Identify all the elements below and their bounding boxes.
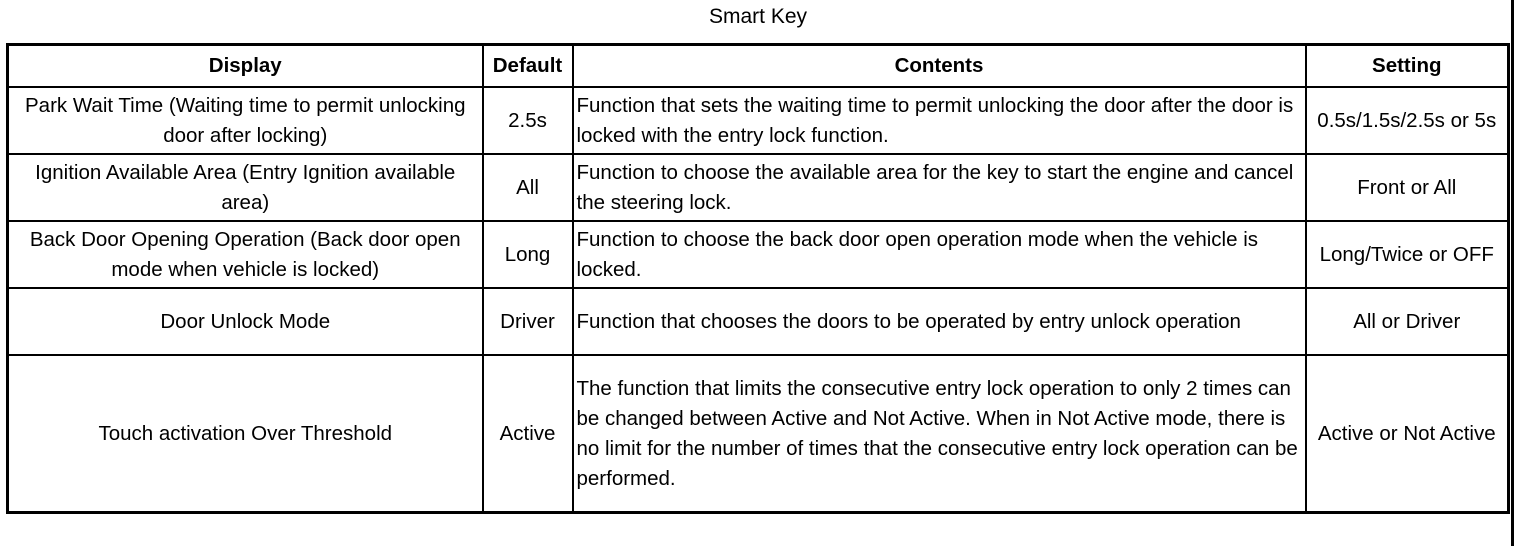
- header-contents: Contents: [573, 45, 1306, 88]
- cell-default: Driver: [483, 288, 573, 355]
- cell-default: All: [483, 154, 573, 221]
- cell-setting: Active or Not Active: [1306, 355, 1509, 513]
- cell-setting: All or Driver: [1306, 288, 1509, 355]
- page-edge-rule: [1511, 0, 1514, 546]
- cell-display: Door Unlock Mode: [8, 288, 483, 355]
- cell-display: Touch activation Over Threshold: [8, 355, 483, 513]
- table-row: [8, 154, 1509, 221]
- table-row: [8, 355, 1509, 513]
- header-default: Default: [483, 45, 573, 88]
- cell-setting: 0.5s/1.5s/2.5s or 5s: [1306, 87, 1509, 154]
- cell-default: 2.5s: [483, 87, 573, 154]
- cell-contents: The function that limits the consecutive entry lock operation to only 2 times can be changed between Active and Not Active. When in Not Active mode, there is no limit for the number of times that the consecutive entry lock operation can be performed.: [573, 355, 1306, 513]
- cell-display: Park Wait Time (Waiting time to permit unlocking door after locking): [8, 87, 483, 154]
- table-row: [8, 87, 1509, 154]
- cell-display: Ignition Available Area (Entry Ignition available area): [8, 154, 483, 221]
- table-row: [8, 288, 1509, 355]
- cell-default: Active: [483, 355, 573, 513]
- cell-setting: Front or All: [1306, 154, 1509, 221]
- header-setting: Setting: [1306, 45, 1509, 88]
- table-row: [8, 221, 1509, 288]
- cell-contents: Function to choose the available area for the key to start the engine and cancel the steering lock.: [573, 154, 1306, 221]
- cell-display: Back Door Opening Operation (Back door open mode when vehicle is locked): [8, 221, 483, 288]
- cell-contents: Function that chooses the doors to be operated by entry unlock operation: [573, 288, 1306, 355]
- cell-default: Long: [483, 221, 573, 288]
- cell-contents: Function to choose the back door open operation mode when the vehicle is locked.: [573, 221, 1306, 288]
- header-display: Display: [8, 45, 483, 88]
- cell-setting: Long/Twice or OFF: [1306, 221, 1509, 288]
- smart-key-settings-table: [6, 43, 1510, 514]
- cell-contents: Function that sets the waiting time to permit unlocking the door after the door is locked with the entry lock function.: [573, 87, 1306, 154]
- table-caption: Smart Key: [708, 5, 808, 28]
- table-header-row: [8, 45, 1509, 88]
